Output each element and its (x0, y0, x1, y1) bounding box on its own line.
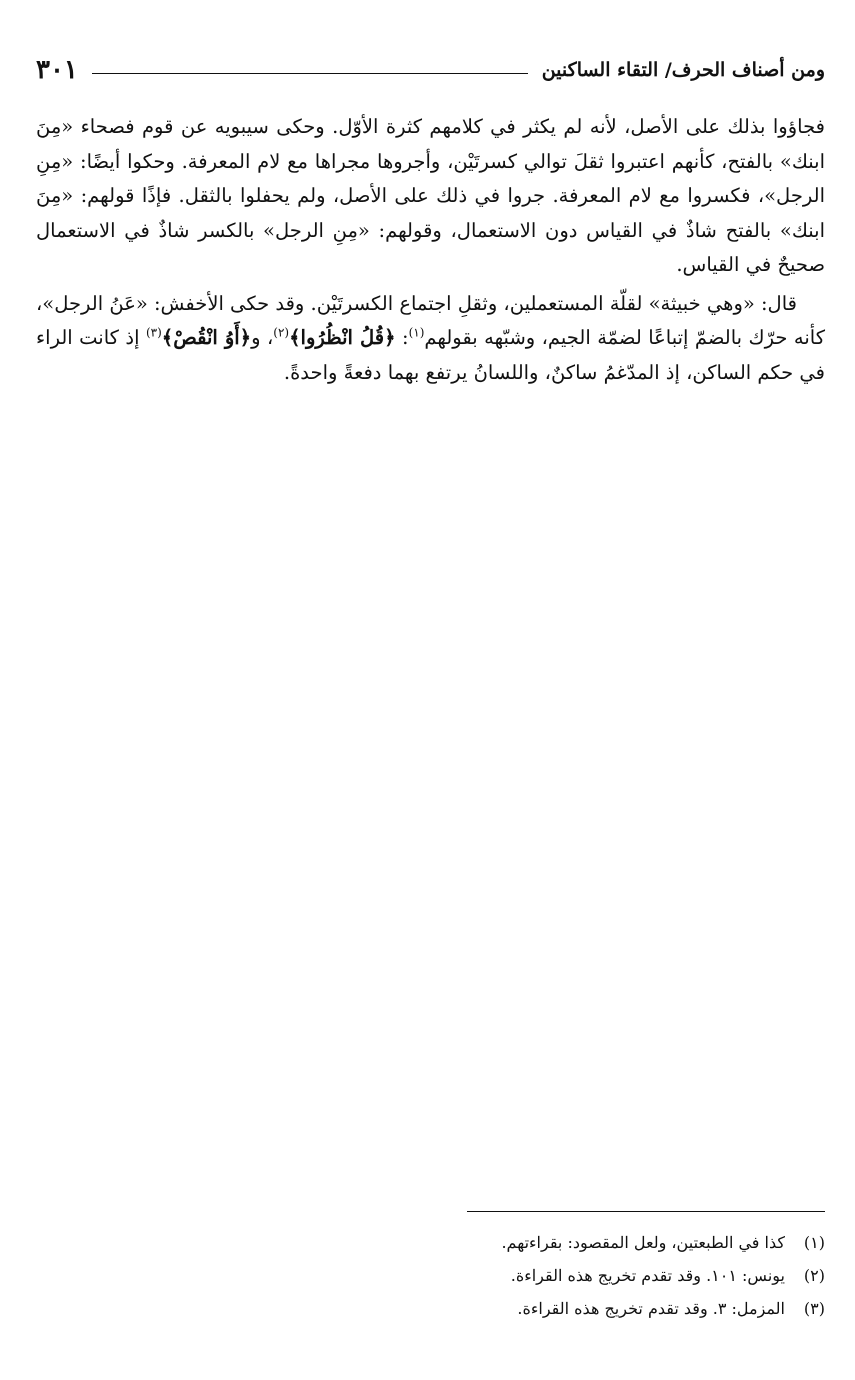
footnote-number: (٢) (803, 1266, 825, 1285)
footnote-text: يونس: ١٠١. وقد تقدم تخريج هذه القراءة. (510, 1266, 785, 1285)
footnote-number: (١) (803, 1233, 825, 1252)
paragraph-2-part-c: إذ كانت الراء في حكم الساكن، إذ المدّغمُ ساكنٌ، واللسانُ يرتفع بهما دفعةً واحدةً. (36, 326, 825, 384)
header-rule (92, 73, 528, 74)
footnote-text: المزمل: ٣. وقد تقدم تخريج هذه القراءة. (517, 1299, 785, 1318)
footnote-2 (36, 1259, 825, 1292)
paragraph-2 (36, 287, 825, 391)
footnotes (36, 1226, 825, 1325)
footnote-1 (36, 1226, 825, 1259)
footnote-3 (36, 1292, 825, 1325)
footnote-ref-1: (١) (408, 325, 425, 340)
paragraph-1: فجاؤوا بذلك على الأصل، لأنه لم يكثر في كلامهم كثرة الأوّل. وحكى سيبويه عن قوم فصحاء «مِنَ ابنك» بالفتح، كأنهم اعتبروا ثقلَ توالي كسرتَيْن، وأجروها مجراها مع لام المعرفة. وحكوا أيضًا: «مِنِ الرجل»، فكسروا مع لام المعرفة. جروا في ذلك على الأصل، ولم يحفلوا بالثقل. فإذًا قولهم: «مِنَ ابنك» بالفتح شاذٌ في القياس دون الاستعمال، وقولهم: «مِنِ الرجل» بالكسر شاذٌ في الاستعمال صحيحٌ في القياس. (36, 115, 825, 276)
quran-quote-2: ﴿أَوُ انْقُصْ﴾ (161, 326, 252, 349)
paragraph-2-part-a: قال: «وهي خبيثة» لقلّة المستعملين، وثقلِ اجتماع الكسرتَيْن. وقد حكى الأخفش: «عَنُ الرجل»، كأنه حرّك بالضمّ إتباعًا لضمّة الجيم، وشبّهه بقولهم (36, 291, 825, 349)
footnote-number: (٣) (803, 1299, 825, 1318)
footnote-ref-3: (٣) (145, 325, 162, 340)
paragraph-2-part-b: ، و (251, 326, 274, 349)
quran-quote-1: ﴿قُلُ انْظُرُوا﴾ (289, 326, 396, 349)
main-text (36, 110, 825, 390)
footnote-separator (467, 1211, 825, 1212)
header-title: ومن أصناف الحرف/ التقاء الساكنين (541, 59, 825, 81)
page-number: ٣٠١ (36, 55, 78, 85)
running-header (36, 50, 825, 90)
colon: : (395, 326, 409, 349)
footnote-text: كذا في الطبعتين، ولعل المقصود: بقراءتهم. (501, 1233, 785, 1252)
footnote-ref-2: (٢) (273, 325, 290, 340)
